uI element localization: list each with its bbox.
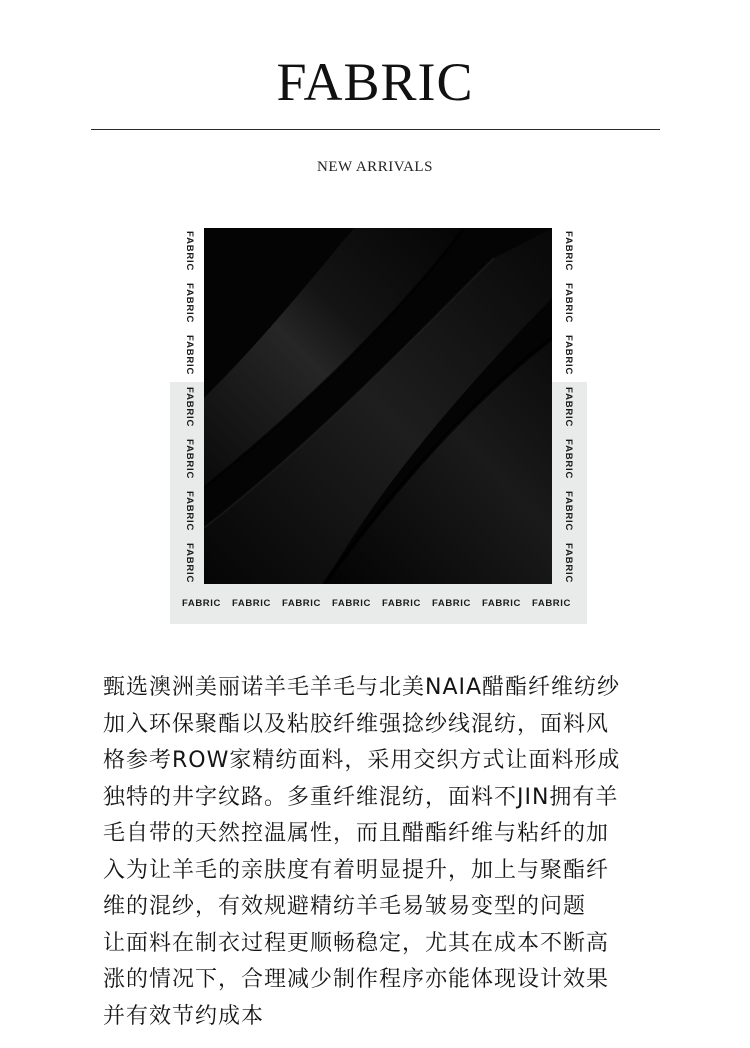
- side-label-text: FABRIC: [184, 439, 195, 480]
- description-line: 入为让羊毛的亲肤度有着明显提升，加上与聚酯纤: [103, 857, 610, 883]
- bottom-label-text: FABRIC: [382, 598, 421, 609]
- bottom-label-text: FABRIC: [532, 598, 571, 609]
- side-label-text: FABRIC: [184, 543, 195, 584]
- side-label-text: FABRIC: [184, 491, 195, 532]
- side-label-text: FABRIC: [563, 335, 574, 376]
- description-line: 加入环保聚酯以及粘胶纤维强捻纱线混纺，面料风: [103, 711, 610, 737]
- side-label-text: FABRIC: [563, 491, 574, 532]
- side-label-right: [561, 231, 575, 591]
- description-text: [103, 670, 663, 1035]
- side-label-text: FABRIC: [563, 387, 574, 428]
- description-line: 甄选澳洲美丽诺羊毛羊毛与北美NAIA醋酯纤维纺纱: [103, 675, 621, 700]
- divider: [91, 129, 660, 130]
- description-line: 让面料在制衣过程更顺畅稳定，尤其在成本不断高: [103, 930, 610, 956]
- description-line: 独特的井字纹路。多重纤维混纺，面料不JIN拥有羊: [103, 784, 619, 810]
- side-label-text: FABRIC: [563, 231, 574, 272]
- description-line: 并有效节约成本: [103, 1003, 265, 1029]
- side-label-text: FABRIC: [184, 231, 195, 272]
- side-label-text: FABRIC: [184, 283, 195, 324]
- description-line: 维的混纱，有效规避精纺羊毛易皱易变型的问题: [103, 894, 587, 919]
- side-label-left: [182, 231, 196, 591]
- bottom-label-text: FABRIC: [332, 598, 371, 609]
- description-line: 涨的情况下，合理减少制作程序亦能体现设计效果: [103, 967, 610, 992]
- page-subtitle: NEW ARRIVALS: [317, 159, 433, 175]
- bottom-label-text: FABRIC: [482, 598, 521, 609]
- page-title: FABRIC: [276, 52, 474, 112]
- side-label-text: FABRIC: [184, 387, 195, 428]
- bottom-label-text: FABRIC: [282, 598, 321, 609]
- bottom-label-text: FABRIC: [182, 598, 221, 609]
- side-label-text: FABRIC: [563, 543, 574, 584]
- bottom-label-text: FABRIC: [232, 598, 271, 609]
- bottom-label-text: FABRIC: [432, 598, 471, 609]
- description-line: 毛自带的天然控温属性，而且醋酯纤维与粘纤的加: [103, 821, 610, 846]
- fabric-photo: [204, 228, 552, 584]
- fabric-photo-drawing: [204, 228, 552, 584]
- side-label-text: FABRIC: [563, 439, 574, 480]
- side-label-text: FABRIC: [563, 283, 574, 324]
- description-line: 格参考ROW家精纺面料，采用交织方式让面料形成: [103, 748, 621, 773]
- side-label-text: FABRIC: [184, 335, 195, 376]
- bottom-label-row: [182, 597, 576, 611]
